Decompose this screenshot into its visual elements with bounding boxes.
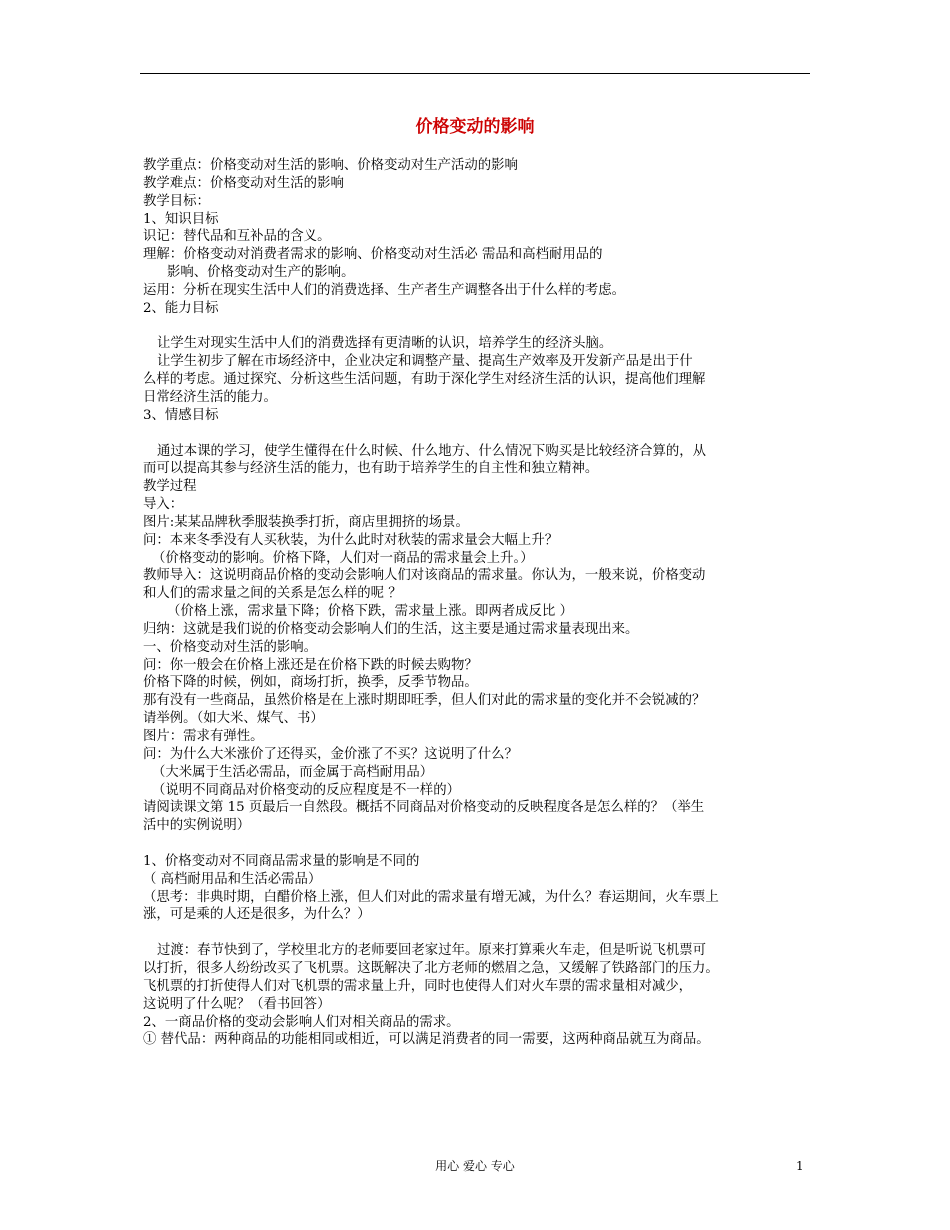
text-line: 让学生初步了解在市场经济中，企业决定和调整产量、提高生产效率及开发新产品是出于什 (157, 354, 693, 370)
blank-line (143, 318, 809, 336)
text-line: 图片：需求有弹性。 (143, 729, 264, 744)
text-line: 请举例。（如大米、煤气、书） (143, 711, 324, 727)
text-line: 教师导入：这说明商品价格的变动会影响人们对该商品的需求量。你认为，一般来说，价格变动 (143, 568, 706, 584)
blank-line (143, 425, 809, 443)
text-line: 么样的考虑。通过探究、分析这些生活问题，有助于深化学生对经济生活的认识，提高他们理解 (143, 372, 706, 388)
text-line: （ 高档耐用品和生活必需品） (143, 871, 322, 887)
text-line: 以打折，很多人纷纷改买了飞机票。这既解决了北方老师的燃眉之急，又缓解了铁路部门的压力。 (143, 960, 719, 976)
text-line: 导入： (143, 497, 184, 513)
text-line: 让学生对现实生活中人们的消费选择有更清晰的认识，培养学生的经济头脑。 (157, 336, 613, 352)
text-line: 3、情感目标 (143, 407, 219, 423)
document-title: 价格变动的影响 (415, 117, 535, 137)
text-line: 问：你一般会在价格上涨还是在价格下跌的时候去购物？ (143, 657, 478, 673)
text-line: 教学过程 (143, 479, 197, 495)
page-number: 1 (796, 1159, 804, 1173)
text-line: 飞机票的打折使得人们对飞机票的需求量上升，同时也使得人们对火车票的需求量相对减少， (143, 978, 693, 994)
text-line: 2、能力目标 (143, 300, 219, 316)
text-line: 1、知识目标 (143, 211, 219, 227)
text-line: 识记：替代品和互补品的含义。 (143, 229, 331, 245)
text-line: （说明不同商品对价格变动的反应程度是不一样的） (152, 782, 460, 798)
text-line: 涨，可是乘的人还是很多，为什么？） (143, 907, 371, 923)
text-line: （大米属于生活必需品，而金属于高档耐用品） (152, 764, 434, 780)
text-line: ① 替代品：两种商品的功能相同或相近，可以满足消费者的同一需要，这两种商品就互为商品。 (143, 1032, 710, 1048)
text-line: 而可以提高其参与经济生活的能力，也有助于培养学生的自主性和独立精神。 (143, 461, 599, 477)
text-line: 教学目标： (143, 193, 210, 209)
text-line: 一、价格变动对生活的影响。 (143, 639, 318, 655)
text-line: 那有没有一些商品，虽然价格是在上涨时期即旺季，但人们对此的需求量的变化并不会锐减的？ (143, 693, 706, 709)
text-line: 影响、价格变动对生产的影响。 (167, 265, 355, 281)
text-line: 运用：分析在现实生活中人们的消费选择、生产者生产调整各出于什么样的考虑。 (143, 282, 626, 298)
text-line: 归纳：这就是我们说的价格变动会影响人们的生活，这主要是通过需求量表现出来。 (143, 621, 639, 637)
text-line: 价格下降的时候，例如，商场打折，换季，反季节物品。 (143, 675, 478, 691)
text-line: （思考：非典时期，白醋价格上涨，但人们对此的需求量有增无减，为什么？春运期间，火车票上 (143, 889, 719, 905)
blank-line (143, 924, 809, 942)
blank-line (143, 835, 809, 853)
text-line: 活中的实例说明） (143, 818, 251, 834)
text-line: 理解：价格变动对消费者需求的影响、价格变动对生活必 需品和高档耐用品的 (143, 247, 603, 263)
text-line: 图片:某某品牌秋季服装换季打折，商店里拥挤的场景。 (143, 514, 469, 530)
text-line: 1、价格变动对不同商品需求量的影响是不同的 (143, 853, 420, 869)
text-line: 问：为什么大米涨价了还得买，金价涨了不买？这说明了什么？ (143, 746, 518, 762)
text-line: 和人们的需求量之间的关系是怎么样的呢 ？ (143, 586, 402, 602)
text-line: 这说明了什么呢？（看书回答） (143, 996, 331, 1012)
text-line: 过渡：春节快到了，学校里北方的老师要回老家过年。原来打算乘火车走，但是听说飞机票可 (157, 943, 707, 959)
text-line: 教学重点：价格变动对生活的影响、价格变动对生产活动的影响 (143, 158, 518, 173)
text-line: 日常经济生活的能力。 (143, 389, 277, 405)
text-line: 请阅读课文第 15 页最后一自然段。概括不同商品对价格变动的反映程度各是怎么样的？（举生 (143, 800, 705, 816)
text-line: 问：本来冬季没有人买秋装，为什么此时对秋装的需求量会大幅上升？ (143, 532, 559, 548)
text-line: （价格上涨，需求量下降；价格下跌，需求量上涨。即两者成反比 ） (167, 604, 573, 620)
document-body (143, 157, 809, 1049)
header-rule (140, 73, 810, 74)
footer-motto: 用心 爱心 专心 (435, 1159, 515, 1173)
text-line: （价格变动的影响。价格下降，人们对一商品的需求量会上升。） (152, 550, 534, 566)
text-line: 通过本课的学习，使学生懂得在什么时候、什么地方、什么情况下购买是比较经济合算的，从 (157, 443, 707, 459)
text-line: 教学难点：价格变动对生活的影响 (143, 175, 344, 191)
text-line: 2、一商品价格的变动会影响人们对相关商品的需求。 (143, 1014, 460, 1030)
